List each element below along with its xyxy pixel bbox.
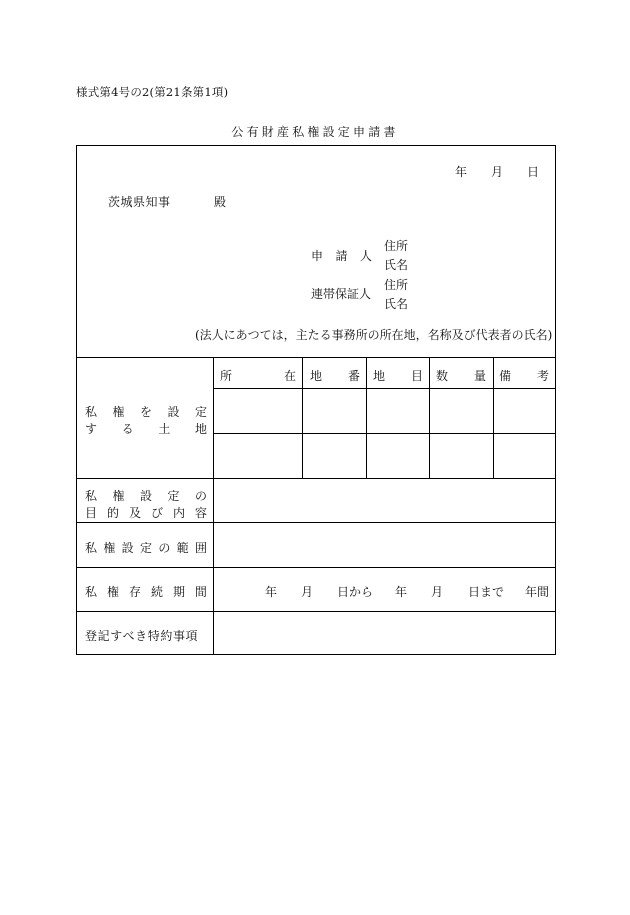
addressee-name: 茨城県知事 bbox=[108, 195, 171, 209]
divider-purpose bbox=[77, 478, 555, 479]
period-to-day: 日まで bbox=[468, 585, 505, 599]
land-col-divider-2 bbox=[366, 357, 367, 478]
period-from-year: 年 bbox=[265, 585, 278, 599]
corporate-note: (法人にあつては，主たる事務所の所在地，名称及び代表者の氏名) bbox=[195, 328, 553, 342]
purpose-label-line1: 私 権 設 定 の bbox=[85, 489, 207, 503]
applicant-address-label: 住所 bbox=[384, 239, 409, 253]
period-from-day: 日から bbox=[337, 585, 374, 599]
form-number: 様式第4号の2(第21条第1項) bbox=[76, 85, 229, 99]
applicant-label: 申 請 人 bbox=[311, 249, 372, 263]
application-form-table bbox=[76, 145, 556, 655]
date-month-label: 月 bbox=[491, 165, 504, 179]
column-header-land-category: 地 目 bbox=[373, 369, 423, 383]
land-col-divider-1 bbox=[302, 357, 303, 478]
column-header-quantity: 数 量 bbox=[436, 369, 486, 383]
period-years: 年間 bbox=[525, 585, 550, 599]
divider-scope bbox=[77, 522, 555, 523]
land-header-divider bbox=[213, 388, 555, 389]
column-header-lot-number: 地 番 bbox=[310, 369, 360, 383]
divider-period bbox=[77, 567, 555, 568]
land-label-line1: 私 権 を 設 定 bbox=[85, 405, 207, 419]
form-title: 公有財産私権設定申請書 bbox=[231, 125, 399, 139]
period-to-month: 月 bbox=[431, 585, 444, 599]
divider-special bbox=[77, 611, 555, 612]
column-header-remarks: 備 考 bbox=[499, 369, 549, 383]
scope-label: 私 権 設 定 の 範 囲 bbox=[85, 541, 207, 555]
land-label-line2: す る 土 地 bbox=[85, 422, 207, 436]
date-year-label: 年 bbox=[455, 165, 468, 179]
date-day-label: 日 bbox=[527, 165, 540, 179]
guarantor-address-label: 住所 bbox=[384, 278, 409, 292]
land-col-divider-3 bbox=[429, 357, 430, 478]
guarantor-label: 連帯保証人 bbox=[311, 287, 372, 301]
column-header-location: 所 在 bbox=[220, 369, 296, 383]
land-row-divider bbox=[213, 433, 555, 434]
guarantor-name-label: 氏名 bbox=[384, 297, 409, 311]
land-col-divider-4 bbox=[493, 357, 494, 478]
divider-header bbox=[77, 357, 555, 358]
special-terms-label: 登記すべき特約事項 bbox=[85, 629, 199, 643]
addressee-honorific: 殿 bbox=[214, 195, 227, 209]
period-to-year: 年 bbox=[395, 585, 408, 599]
purpose-label-line2: 目 的 及 び 内 容 bbox=[85, 506, 207, 520]
period-from-month: 月 bbox=[301, 585, 314, 599]
period-label: 私 権 存 続 期 間 bbox=[85, 585, 207, 599]
applicant-name-label: 氏名 bbox=[384, 258, 409, 272]
